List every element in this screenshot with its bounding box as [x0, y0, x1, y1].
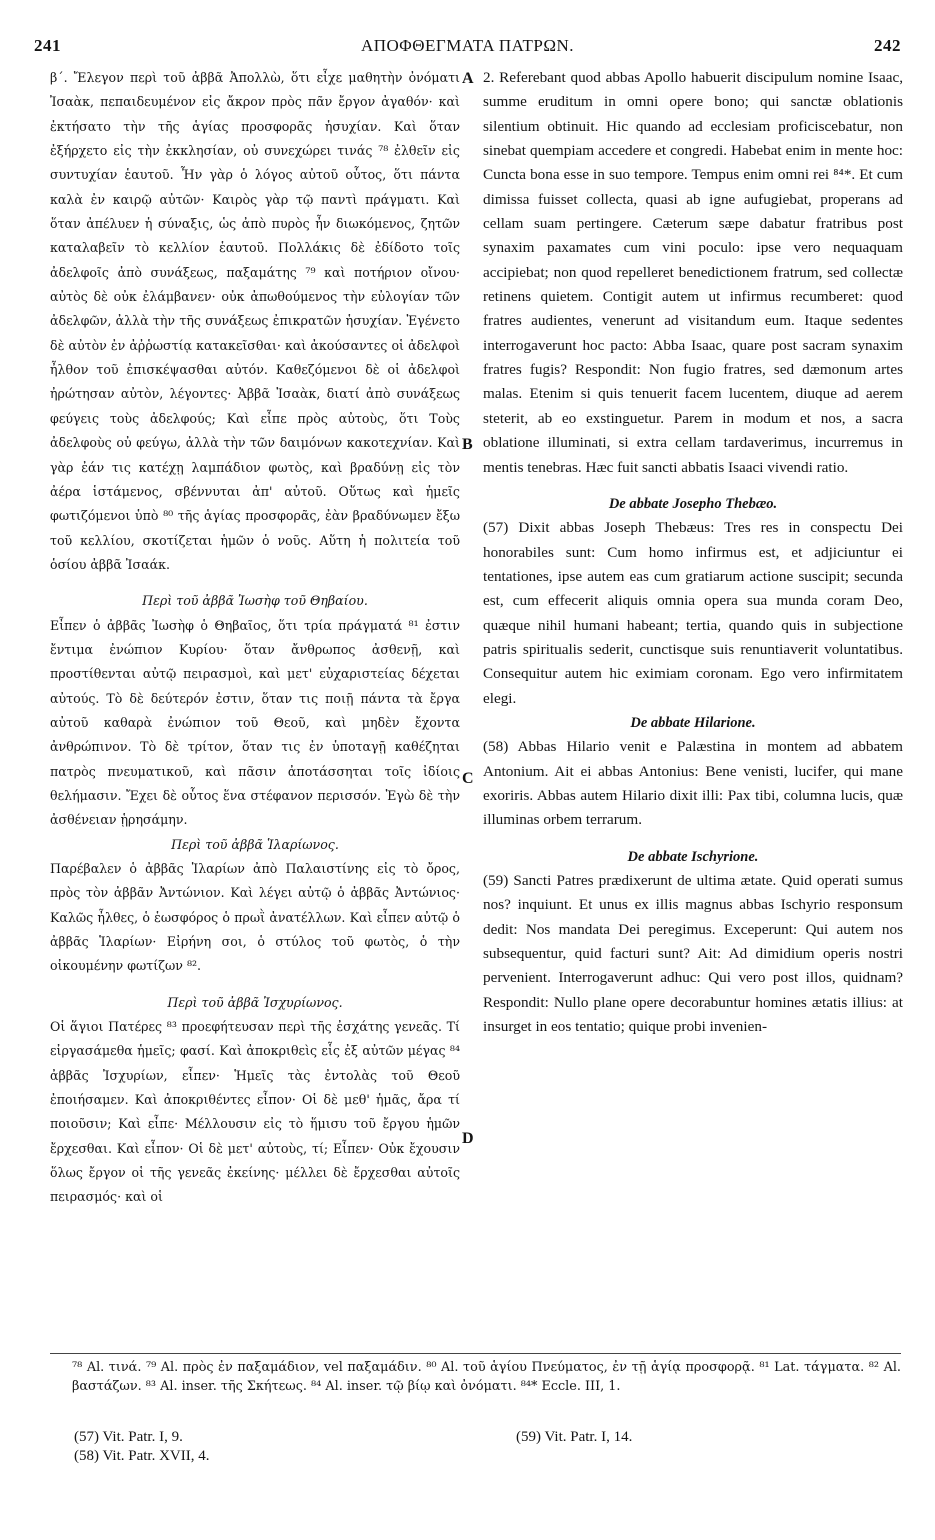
- source-reference: (59) Vit. Patr. I, 14.: [516, 1429, 633, 1445]
- running-title: ΑΠΟΦΘΕΓΜΑΤΑ ΠΑΤΡΩΝ.: [360, 36, 575, 55]
- source-reference: (58) Vit. Patr. XVII, 4.: [74, 1448, 210, 1464]
- margin-marker-b: B: [462, 436, 473, 453]
- greek-heading-ischyrion: Περὶ τοῦ ἀββᾶ Ἰσχυρίωνος.: [167, 994, 343, 1010]
- margin-marker-c: C: [462, 770, 474, 787]
- latin-paragraph-joseph: (57) Dixit abbas Joseph Thebæus: Tres res in conspectu Dei honorabiles sunt: Cum homo infirmus est, et adjiciuntur ei tentationes, ipse autem eas cum gratiarum actione suscipit; secunda est, cum effecerit aliquis omnia opera sua munda coram Deo, quæque nihil humani habeant; tertia, quando quis in subjectione patris spiritualis sederit, cunctisque suis renuntiaverit voluntatibus. Consequitur autem hic eximiam coronam. Ego vero infirmitatem elegi.: [483, 519, 903, 707]
- greek-heading-joseph: Περὶ τοῦ ἀββᾶ Ἰωσὴφ τοῦ Θηβαίου.: [142, 593, 368, 609]
- margin-markers: [460, 0, 482, 1540]
- source-references-left: [74, 1428, 454, 1466]
- latin-heading-joseph: De abbate Josepho Thebæo.: [608, 495, 778, 512]
- latin-paragraph-hilarion: (58) Abbas Hilario venit e Palæstina in montem ad abbatem Antonium. Ait ei abbas Antonius: Bene venisti, lucifer, qui mane exoriris. Abbas autem Hilario dixit illi: Pax tibi, columna lucis, quæ illuminas orbem terrarum.: [483, 738, 903, 829]
- page-number-right: 242: [874, 36, 901, 55]
- greek-paragraph-ischyrion: Οἱ ἅγιοι Πατέρες ⁸³ προεφήτευσαν περὶ τῆς ἐσχάτης γενεᾶς. Τί εἰργασάμεθα ἡμεῖς; φασί. Καὶ ἀποκριθεὶς εἷς ἐξ αὐτῶν μέγας ⁸⁴ ἀββᾶς Ἰσχυρίων, εἶπεν· Ἡμεῖς τὰς ἐντολὰς τοῦ Θεοῦ ἐποιήσαμεν. Καὶ ἀποκριθέντες εἶπον· Οἱ δὲ μεθ' ἡμᾶς, ἄρα τί ποιοῦσιν; Καὶ εἶπε· Μέλλουσιν εἰς τὸ ἥμισυ τοῦ ἔργου ἡμῶν ἔρχεσθαι. Καὶ εἶπον· Οἱ δὲ μετ' αὐτοὺς, τί; Εἶπεν· Οὐκ ἔχουσιν ὅλως ἔργον οἱ τῆς γενεᾶς ἐκείνης· μέλλει δὲ ἔρχεσθαι αὐτοῖς πειρασμός· καὶ οἱ: [50, 1019, 460, 1205]
- source-references-right: [516, 1428, 896, 1447]
- latin-paragraph-ischyrion: (59) Sancti Patres prædixerunt de ultima ætate. Quid operati sumus nos? inquiunt. Et unus ex illis magnus abbas Ischyrio responsum dedit: Nos mandata Dei peregimus. Exceperunt: Qui autem nos subsequentur, quid facturi sunt? Ait: Ad dimidium operis nostri pervenient. Interrogaverunt adhuc: Qui vero post illos, quidnam? Respondit: Nullo plane opere decorabuntur homines ætatis illius: at insurget in eos tentatio; quique probi invenien-: [483, 872, 903, 1036]
- latin-heading-hilarion: De abbate Hilarione.: [630, 714, 756, 731]
- latin-column: [483, 66, 903, 1356]
- source-reference: (57) Vit. Patr. I, 9.: [74, 1429, 183, 1445]
- margin-marker-d: D: [462, 1130, 474, 1147]
- greek-paragraph-hilarion: Παρέβαλεν ὁ ἀββᾶς Ἱλαρίων ἀπὸ Παλαιστίνης εἰς τὸ ὄρος, πρὸς τὸν ἀββᾶν Ἀντώνιον. Καὶ λέγει αὐτῷ ὁ ἀββᾶς Ἀντώνιος· Καλῶς ἦλθες, ὁ ἑωσφόρος ὁ πρωῒ ἀνατέλλων. Καὶ εἶπεν αὐτῷ ὁ ἀββᾶς Ἱλαρίων· Εἰρήνη σοι, ὁ στύλος τοῦ φωτὸς, ὁ τὴν οἰκουμένην φωτίζων ⁸².: [50, 861, 460, 974]
- greek-column: [50, 66, 460, 1356]
- latin-heading-ischyrion: De abbate Ischyrione.: [627, 848, 759, 865]
- footnote-divider: [50, 1353, 901, 1354]
- margin-marker-a: A: [462, 70, 474, 87]
- latin-paragraph-isaac: 2. Referebant quod abbas Apollo habuerit discipulum nomine Isaac, summe eruditum in omni opere bono; qui sanctæ oblationis silentium obtinuit. Hic quando ad ecclesiam proficiscebatur, non sinebat quempiam accedere et congredi. Habebat enim in mente hoc: Cuncta bona esse in suo tempore. Tempus enim omni rei ⁸⁴*. Et cum dimissa fuisset collecta, quasi ab igne aufugiebat, properans ad cellam suam pertingere. Cæterum sæpe dabatur fratribus post synaxim paxamates cum vini poculo: ipse vero nequaquam accipiebat; non quod repelleret benedictionem fratrum, sed collectæ retinens quietem. Contigit autem ut infirmus recumberet: quod fratres audientes, venerunt ad visitandum eum. Itaque sedentes interrogaverunt hoc pacto: Abba Isaac, quare post sacram synaxim fratres fugis? Respondit: Non fugio fratres, sed dæmonum artes malas. Etenim si quis tenuerit facem lucentem, diuque ad aerem steterit, ab eo exstinguetur. Parem in modum et nos, a sacra oblatione illuminati, si extra cellam tardaverimus, incurremus in mentis tenebras. Hæc fuit sancti abbatis Isaaci vivendi ratio.: [483, 69, 903, 476]
- greek-paragraph-isaac: β΄. Ἔλεγον περὶ τοῦ ἀββᾶ Ἀπολλὼ, ὅτι εἶχε μαθητὴν ὀνόματι Ἰσαὰκ, πεπαιδευμένον εἰς ἄκρον πρὸς πᾶν ἔργον ἀγαθόν· καὶ ἐκτήσατο τὴν τῆς ἁγίας προσφορᾶς ἡσυχίαν. Καὶ ὅταν ἐξήρχετο εἰς τὴν ἐκκλησίαν, οὐ συνεχώρει τινάς ⁷⁸ ἐλθεῖν εἰς συντυχίαν ἑαυτοῦ. Ἦν γὰρ ὁ λόγος αὐτοῦ οὗτος, ὅτι πάντα καλὰ ἐν καιρῷ αὐτῶν· Καιρὸς γὰρ τῷ παντὶ πράγματι. Καὶ ὅταν ἀπέλυεν ἡ σύναξις, ὡς ἀπὸ πυρὸς ἦν διωκόμενος, ζητῶν καταλαβεῖν τὸ κελλίον ἑαυτοῦ. Πολλάκις δὲ ἐδίδοτο τοῖς ἀδελφοῖς ἀπὸ συνάξεως, παξαμάτης ⁷⁹ καὶ ποτήριον οἴνου· αὐτὸς δὲ οὐκ ἐλάμβανεν· οὐκ ἀπωθούμενος τὴν εὐλογίαν τῶν ἀδελφῶν, ἀλλὰ τὴν τῆς συνάξεως ἐπικρατῶν ἡσυχίαν. Ἐγένετο δὲ αὐτὸν ἐν ἀῤῥωστίᾳ κατακεῖσθαι· καὶ ἀκούσαντες οἱ ἀδελφοὶ ἦλθον τοῦ ἐπισκέψασθαι αὐτόν. Καθεζόμενοι δὲ οἱ ἀδελφοὶ ἠρώτησαν αὐτὸν, λέγοντες· Ἀββᾶ Ἰσαὰκ, διατί ἀπὸ συνάξεως φεύγεις τοὺς ἀδελφούς; Καὶ εἶπε πρὸς αὐτοὺς, ὅτι Τοὺς ἀδελφοὺς οὐ φεύγω, ἀλλὰ τὴν τῶν δαιμόνων κακοτεχνίαν. Καὶ γὰρ ἐάν τις κατέχῃ λαμπάδιον φωτὸς, καὶ βραδύνῃ εἰς τὸν ἀέρα ἱστάμενος, σβέννυται ἀπ' αὐτοῦ. Οὕτως καὶ ἡμεῖς φωτιζόμενοι ὑπὸ ⁸⁰ τῆς ἁγίας προσφορᾶς, ἐὰν βραδύνωμεν ἔξω τοῦ κελλίου, σκοτίζεται ἡμῶν ὁ νοῦς. Αὕτη ἡ πολιτεία τοῦ ὁσίου ἀββᾶ Ἰσαάκ.: [50, 70, 460, 572]
- greek-heading-hilarion: Περὶ τοῦ ἀββᾶ Ἱλαρίωνος.: [171, 836, 339, 852]
- page-number-left: 241: [34, 36, 61, 55]
- footnotes: ⁷⁸ Al. τινά. ⁷⁹ Al. πρὸς ἐν παξαμάδιον, vel παξαμάδιν. ⁸⁰ Al. τοῦ ἁγίου Πνεύματος, ἐν τῇ ἁγίᾳ προσφορᾷ. ⁸¹ Lat. τάγματα. ⁸² Al. βαστάζων. ⁸³ Al. inser. τῆς Σκήτεως. ⁸⁴ Al. inser. τῷ βίῳ καὶ ὀνόματι. ⁸⁴* Eccle. III, 1.: [72, 1360, 901, 1394]
- greek-paragraph-joseph: Εἶπεν ὁ ἀββᾶς Ἰωσὴφ ὁ Θηβαῖος, ὅτι τρία πράγματά ⁸¹ ἐστιν ἔντιμα ἐνώπιον Κυρίου· ὅταν ἄνθρωπος ἀσθενῇ, καὶ προστίθενται αὐτῷ πειρασμοὶ, καὶ μετ' εὐχαριστείας δέχεται αὐτούς. Τὸ δὲ δεύτερόν ἐστιν, ὅταν τις ποιῇ πάντα τὰ ἔργα αὐτοῦ καθαρὰ ἐνώπιον τοῦ Θεοῦ, καὶ μηδὲν ἔχοντα ἀνθρώπινον. Τὸ δὲ τρίτον, ὅταν τις ἐν ὑποταγῇ καθέζηται πατρὸς πνευματικοῦ, καὶ πᾶσιν ἀποτάσσηται τοῖς ἰδίοις θελήμασιν. Ἔχει δὲ οὗτος ἕνα στέφανον περισσόν. Ἐγὼ δὲ τὴν ἀσθένειαν ᾑρησάμην.: [50, 617, 460, 828]
